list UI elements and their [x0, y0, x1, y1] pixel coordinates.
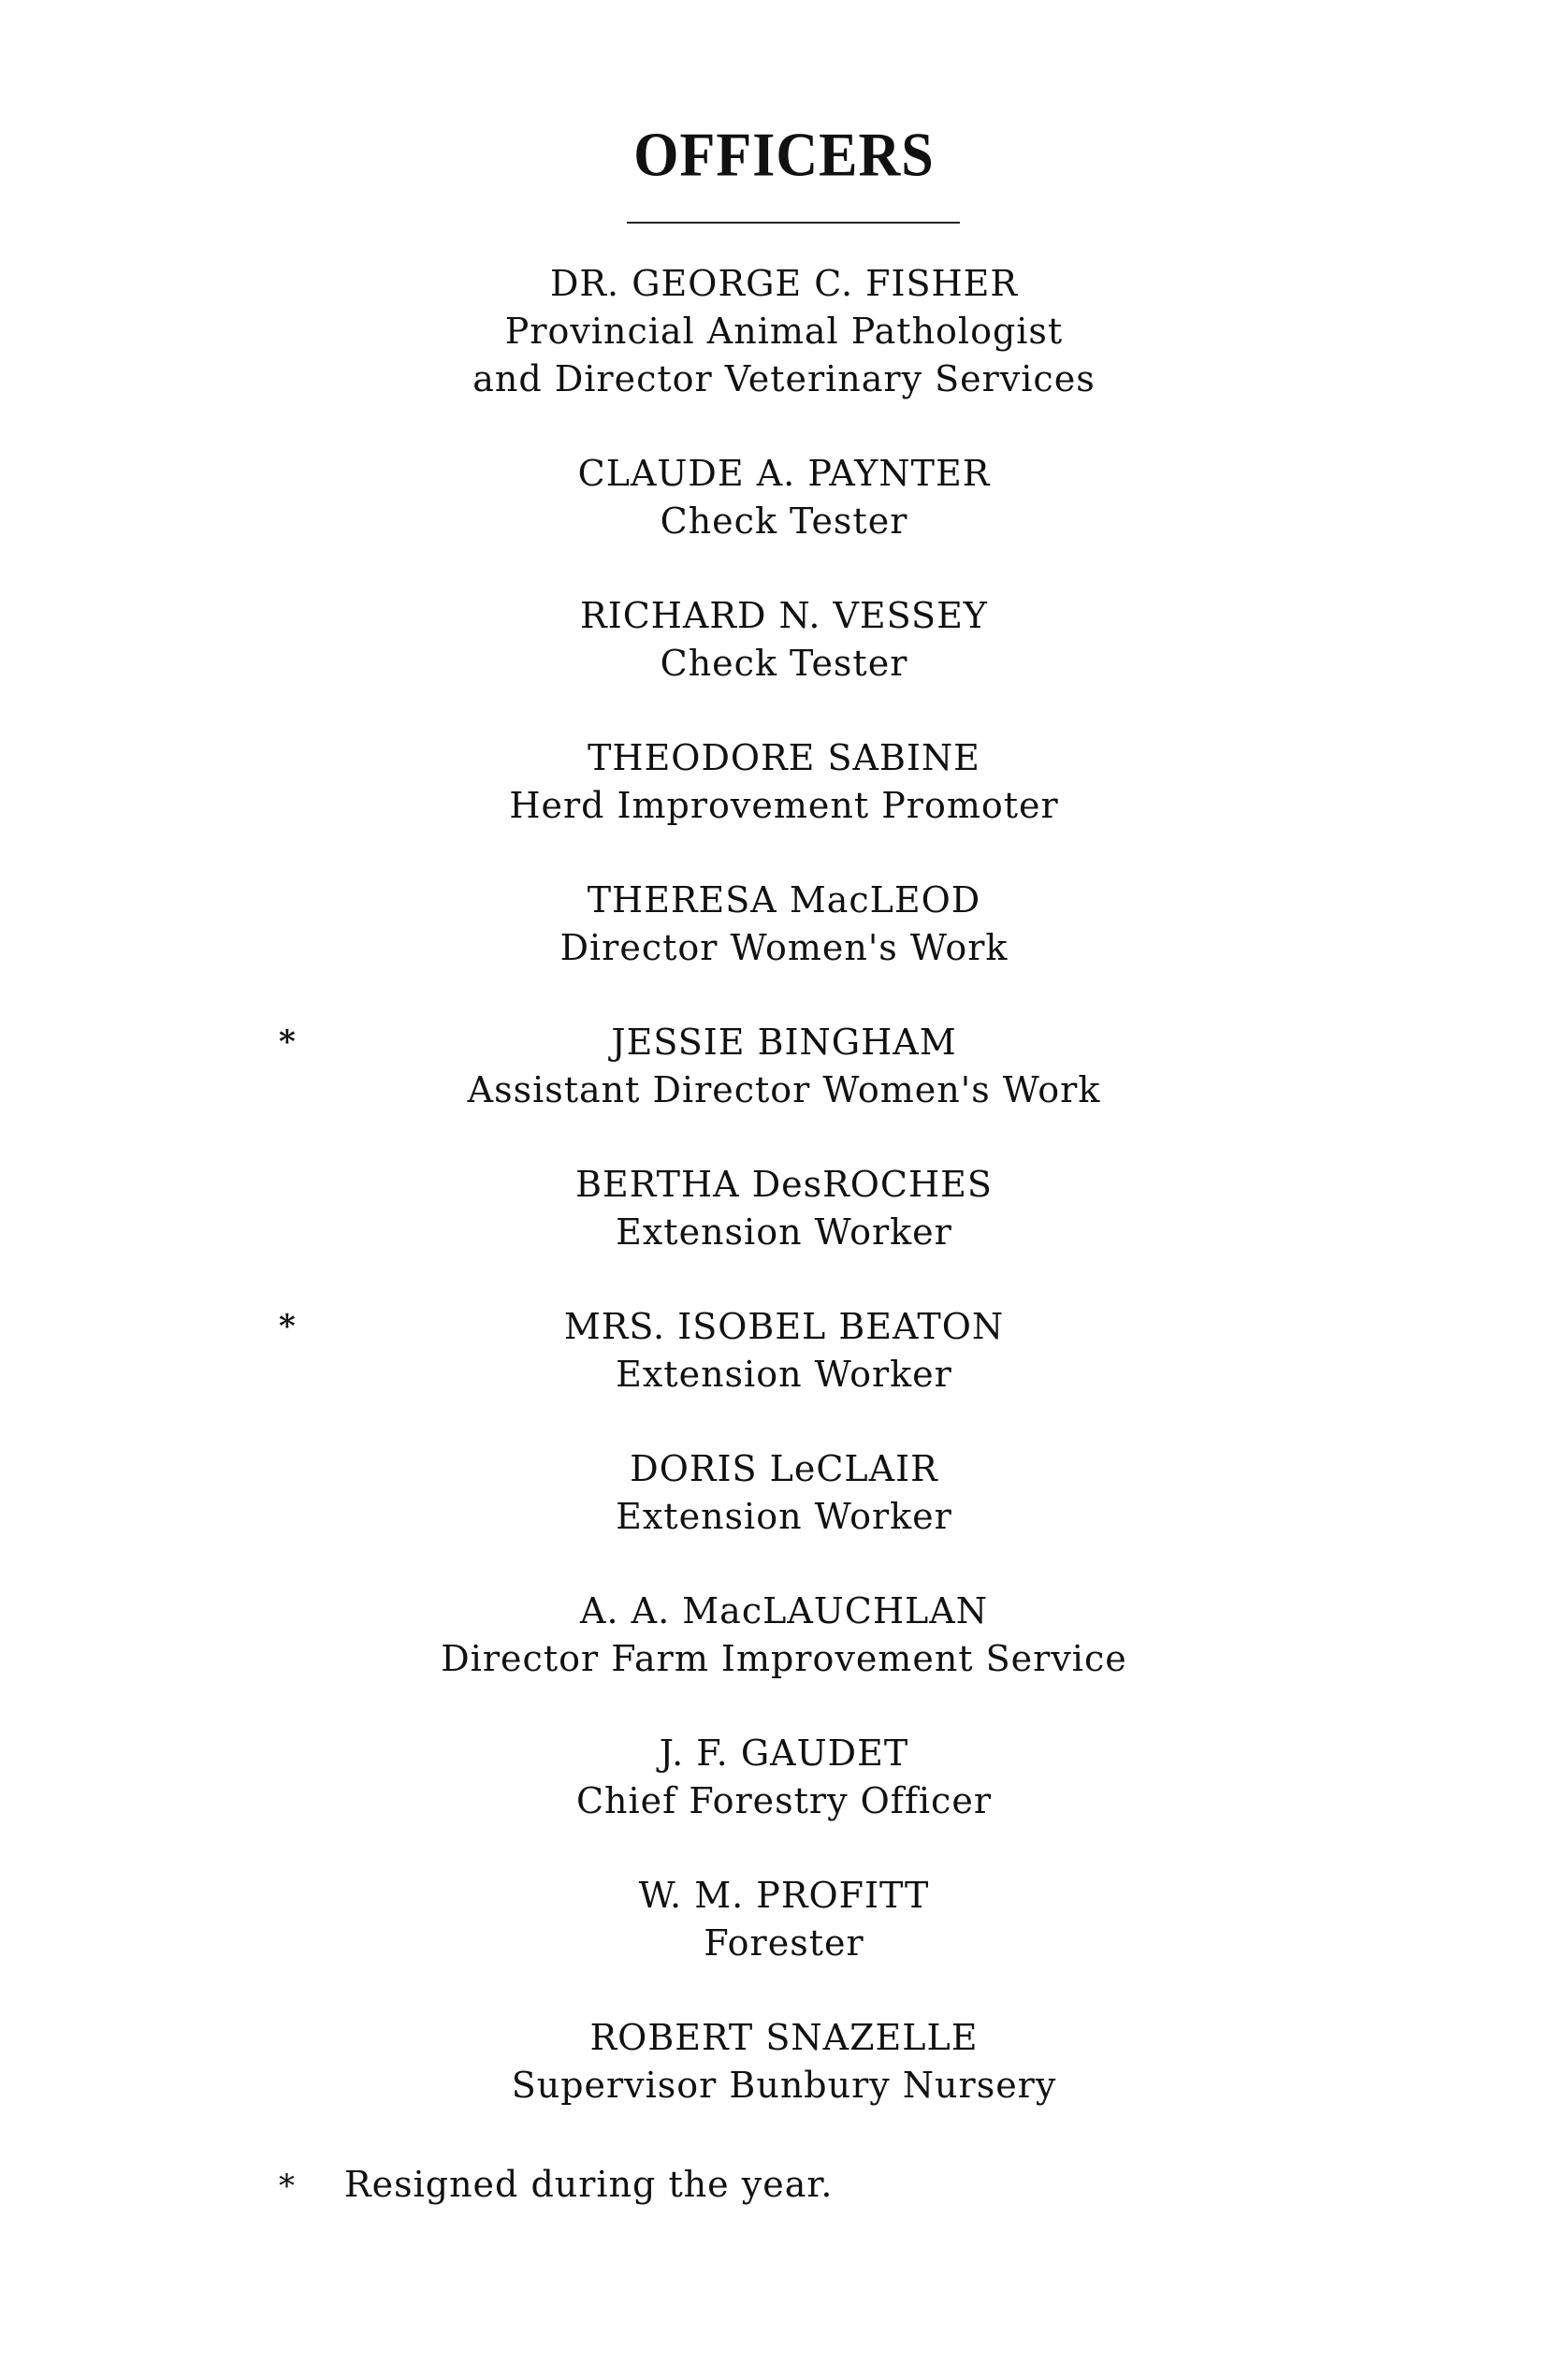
officer-name: W. M. PROFITT — [638, 1875, 930, 1916]
officer-entry — [0, 1588, 1568, 1683]
officer-entry — [0, 1445, 1568, 1541]
officer-entry — [0, 450, 1568, 545]
officer-name: A. A. MacLAUCHLAN — [580, 1590, 988, 1631]
footnote-marker: * — [279, 2168, 296, 2205]
officer-role: Extension Worker — [616, 1496, 952, 1537]
officer-name: RICHARD N. VESSEY — [580, 595, 988, 636]
officer-role: Forester — [704, 1922, 864, 1964]
officer-role: Chief Forestry Officer — [575, 1780, 992, 1821]
officer-entry — [0, 2014, 1568, 2110]
officer-entry — [0, 877, 1568, 972]
officer-name: JESSIE BINGHAM — [611, 1022, 957, 1063]
officer-role: Assistant Director Women's Work — [467, 1069, 1101, 1110]
officer-name: THEODORE SABINE — [588, 737, 980, 778]
officer-name: MRS. ISOBEL BEATON — [563, 1306, 1005, 1347]
officer-entry — [0, 1872, 1568, 1967]
resigned-marker: * — [279, 1308, 296, 1345]
page-title: OFFICERS — [633, 121, 935, 190]
title-underline — [627, 222, 960, 224]
officer-name: THERESA MacLEOD — [587, 879, 981, 921]
officer-role: Director Farm Improvement Service — [441, 1638, 1127, 1679]
officer-role: Extension Worker — [616, 1354, 952, 1395]
footnote-text: Resigned during the year. — [344, 2164, 834, 2205]
officer-entry — [0, 260, 1568, 403]
officer-entry — [0, 592, 1568, 688]
officer-entry — [0, 1161, 1568, 1256]
footnote — [279, 2161, 833, 2211]
officer-role: Extension Worker — [616, 1211, 952, 1253]
officers-list — [0, 260, 1568, 2156]
officer-name: CLAUDE A. PAYNTER — [577, 453, 991, 494]
officer-name: ROBERT SNAZELLE — [589, 2017, 979, 2058]
officer-entry — [0, 1303, 1568, 1399]
officer-name: J. F. GAUDET — [659, 1733, 909, 1774]
officer-entry — [0, 1730, 1568, 1825]
officer-role: Check Tester — [660, 500, 908, 542]
officer-role: and Director Veterinary Services — [472, 358, 1096, 399]
officer-role: Supervisor Bunbury Nursery — [511, 2065, 1057, 2106]
officer-role: Provincial Animal Pathologist — [504, 311, 1064, 352]
officer-name: DORIS LeCLAIR — [630, 1448, 938, 1489]
officer-name: BERTHA DesROCHES — [575, 1164, 993, 1205]
officer-entry — [0, 734, 1568, 830]
resigned-marker: * — [279, 1023, 296, 1061]
officer-role: Check Tester — [660, 643, 908, 684]
officer-role: Herd Improvement Promoter — [509, 785, 1059, 826]
officer-role: Director Women's Work — [559, 927, 1009, 968]
officer-entry — [0, 1019, 1568, 1114]
officer-name: DR. GEORGE C. FISHER — [549, 263, 1019, 304]
